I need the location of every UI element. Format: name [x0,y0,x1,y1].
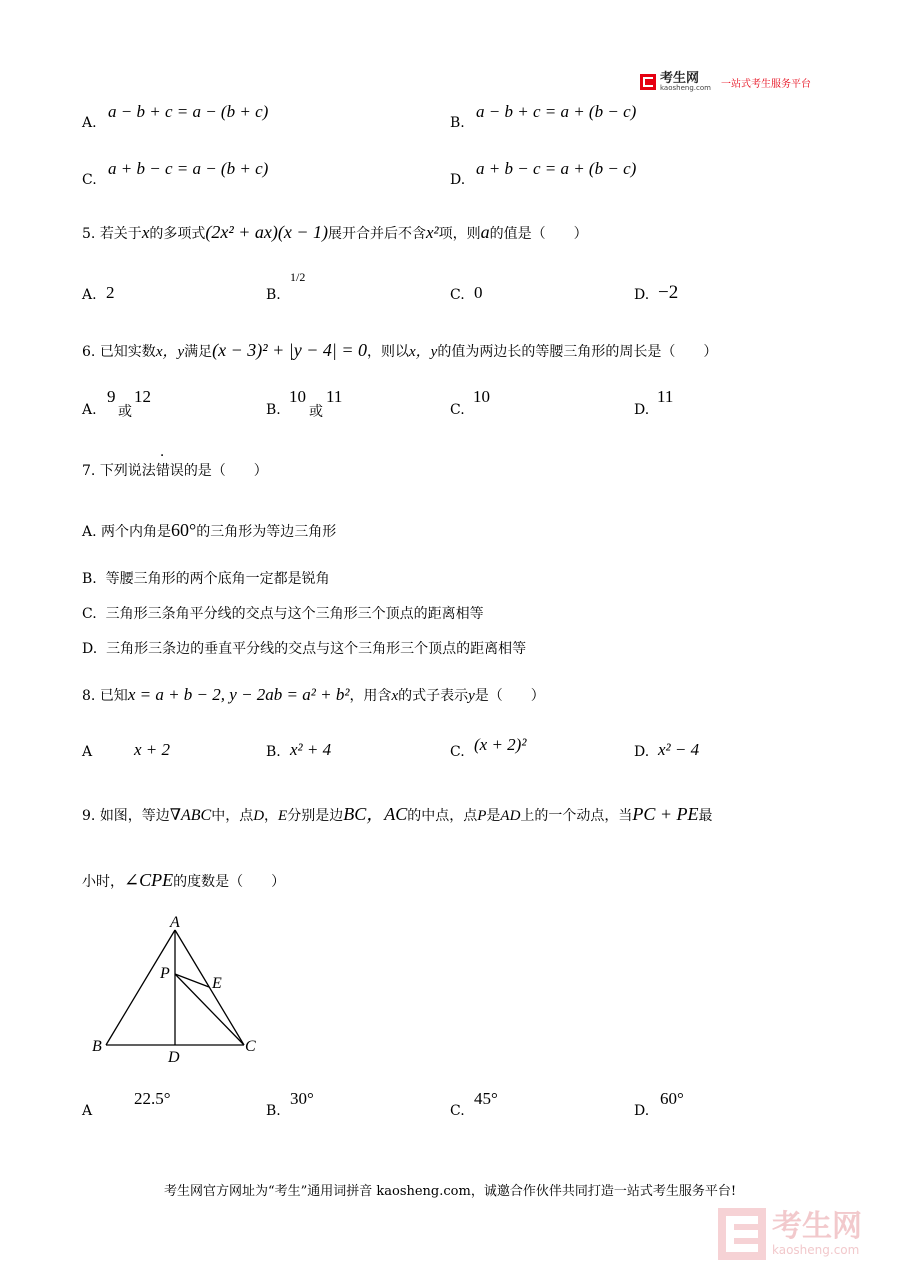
segment-pe [175,974,209,987]
q6-vars-xy-2: x，y [409,344,438,360]
q5-stem [82,222,588,243]
q5-option-c-label: C. [450,287,465,303]
q5-option-b-value: 1/2 [290,270,306,284]
q6-text-1: 已知实数 [99,344,156,360]
q9-triangle-figure [88,908,268,1068]
q9-stem-line2 [82,870,285,891]
q8-option-c-label: C. [450,744,465,760]
q8-option-a-value: x + 2 [134,740,171,759]
q7-stem [82,460,268,480]
q8-option-b-value: x² + 4 [290,740,332,759]
q6-option-c-val1: 10 [473,387,490,406]
q5-number: 5. [82,226,96,242]
q9-text-2: 中，点 [211,808,254,824]
q5-option-d-label: D. [634,287,650,303]
q5-option-b-label: B. [266,287,281,303]
logo-icon [640,74,656,90]
q5-term: x² [426,223,439,242]
q9-option-a-value: 22.5° [134,1089,171,1108]
q7-option-b-label: B. [82,571,97,587]
header-logo [640,72,811,92]
q9-angle: ∠CPE [124,870,174,890]
q4-option-d-expr: a + b − c = a + (b − c) [476,159,637,178]
q8-option-b-label: B. [266,744,281,760]
q7-option-a-label: A. [82,524,97,540]
q6-option-d-label: D. [634,402,650,418]
q6-option-b-label: B. [266,402,281,418]
q9-option-b-label: B. [266,1103,281,1119]
q7-option-d [82,638,526,658]
q8-option-a-label: A [82,744,93,760]
segment-ab [106,930,175,1045]
q9-comma: ， [264,808,279,824]
footer-text: 考生网官方网址为“考生”通用词拼音 kaosheng.com，诚邀合作伙伴共同打造一站式考生服务平台! [163,1184,737,1199]
q5-option-c-value: 0 [474,283,483,302]
q5-text-1: 若关于 [99,226,142,242]
q9-segment-ad: AD [500,808,521,824]
q8-option-c-value: (x + 2)² [474,735,527,754]
q5-text-3: 展开合并后不含 [328,226,426,242]
q6-number: 6. [82,344,96,360]
q8-option-d-value: x² − 4 [658,740,700,759]
q6-equation: (x − 3)² + |y − 4| = 0 [212,340,367,360]
q9-point-d: D [253,808,265,824]
q4-option-a-expr: a − b + c = a − (b + c) [108,102,269,121]
q4-option-c-label: C. [82,172,97,188]
q7-emphasis: · 错误 [156,460,184,480]
q7-option-a-text1: 两个内角是 [101,524,172,540]
q7-option-d-text: 三角形三条边的垂直平分线的交点与这个三角形三个顶点的距离相等 [106,641,527,657]
q8-text-4: 是（ ） [474,688,545,704]
watermark-cn: 考生网 [772,1209,862,1244]
q6-option-b-val1: 10 [289,387,306,406]
q8-text-3: 的式子表示 [398,688,469,704]
q5-option-a-label: A. [82,287,97,303]
q9-option-d-value: 60° [660,1089,684,1108]
q7-option-a [82,520,336,541]
q4-option-d-label: D. [450,172,466,188]
q4-option-b-expr: a − b + c = a + (b − c) [476,102,637,121]
q7-text-2: 的是（ ） [183,463,268,479]
q9-text-5: 是 [486,808,501,824]
label-c: C [245,1038,256,1055]
label-a: A [170,914,180,931]
q8-text-1: 已知 [99,688,128,704]
q6-option-a-or: 或 [118,404,132,420]
q6-text-2: 满足 [184,344,213,360]
q7-number: 7. [82,463,96,479]
q9-text-3: 分别是边 [287,808,344,824]
q5-text-5: 的值是（ ） [489,226,588,242]
logo-sub: kaosheng.com [660,84,711,92]
q4-option-a-label: A. [82,115,97,131]
q8-var-y: y [468,688,475,704]
q9-triangle: ∇ABC [169,807,212,824]
q7-option-c-text: 三角形三条角平分线的交点与这个三角形三个顶点的距离相等 [105,606,484,622]
q5-text-4: 项，则 [438,226,481,242]
q5-text-2: 的多项式 [149,226,206,242]
watermark-en: kaosheng.com [772,1243,860,1257]
q9-number: 9. [82,808,96,824]
segment-ac [175,930,244,1045]
q6-option-c-label: C. [450,402,465,418]
q9-option-b-value: 30° [290,1089,314,1108]
q7-option-a-degree: 60° [171,520,197,540]
header-slogan: 一站式考生服务平台 [720,78,811,90]
q8-stem [82,685,545,705]
q9-text-9: 的度数是（ ） [173,874,286,890]
q8-option-d-label: D. [634,744,650,760]
q6-option-d-val1: 11 [657,387,674,406]
q6-text-4: 的值为两边长的等腰三角形的周长是（ ） [437,344,718,360]
q7-option-a-text2: 的三角形为等边三角形 [196,524,337,540]
q5-var-a: a [480,222,490,242]
q9-option-c-value: 45° [474,1089,498,1108]
label-e: E [212,975,222,992]
q9-point-e: E [278,808,288,824]
q6-text-3: ，则以 [367,344,409,360]
watermark-logo-icon [718,1208,766,1260]
q5-polynomial: (2x² + ax)(x − 1) [205,222,328,242]
q6-option-b-or: 或 [309,404,323,420]
label-d: D [168,1049,180,1066]
q4-option-c-expr: a + b − c = a − (b + c) [108,159,269,178]
watermark [718,1208,862,1260]
q8-equation: x = a + b − 2, y − 2ab = a² + b² [127,685,350,704]
q9-sum: PC + PE [632,804,699,824]
q7-option-b [82,568,330,588]
q9-text-4: 的中点，点 [407,808,478,824]
q4-option-b-label: B. [450,115,465,131]
q8-number: 8. [82,688,96,704]
q6-option-a-val2: 12 [134,387,151,406]
label-b: B [92,1038,102,1055]
q7-option-b-text: 等腰三角形的两个底角一定都是锐角 [105,571,330,587]
q6-vars-xy: x，y [155,344,185,360]
q9-option-a-label: A [82,1103,93,1119]
q8-var-x: x [391,688,399,704]
q5-option-d-value: −2 [658,282,679,303]
q9-text-8: 小时， [82,874,124,890]
q7-option-c-label: C. [82,606,97,622]
q8-text-2: ，用含 [349,688,392,704]
q7-text-1: 下列说法 [99,463,156,479]
q9-sides: BC，AC [343,804,408,824]
q9-text-6: 上的一个动点，当 [520,808,633,824]
logo-text: 考生网 [660,71,700,86]
q7-option-c [82,603,484,623]
segment-pc [175,974,244,1045]
q9-text-7: 最 [698,808,713,824]
q5-option-a-value: 2 [106,283,115,302]
q9-point-p: P [477,808,487,824]
q6-option-a-val1: 9 [107,387,116,406]
q9-text-1: 如图，等边 [99,808,170,824]
q5-var-x: x [141,223,150,242]
q6-stem [82,340,717,361]
q9-option-c-label: C. [450,1103,465,1119]
q6-option-b-val2: 11 [326,387,343,406]
q7-option-d-label: D. [82,641,98,657]
q9-stem-line1 [82,800,713,826]
q9-option-d-label: D. [634,1103,650,1119]
q6-option-a-label: A. [82,402,97,418]
label-p: P [160,965,170,982]
